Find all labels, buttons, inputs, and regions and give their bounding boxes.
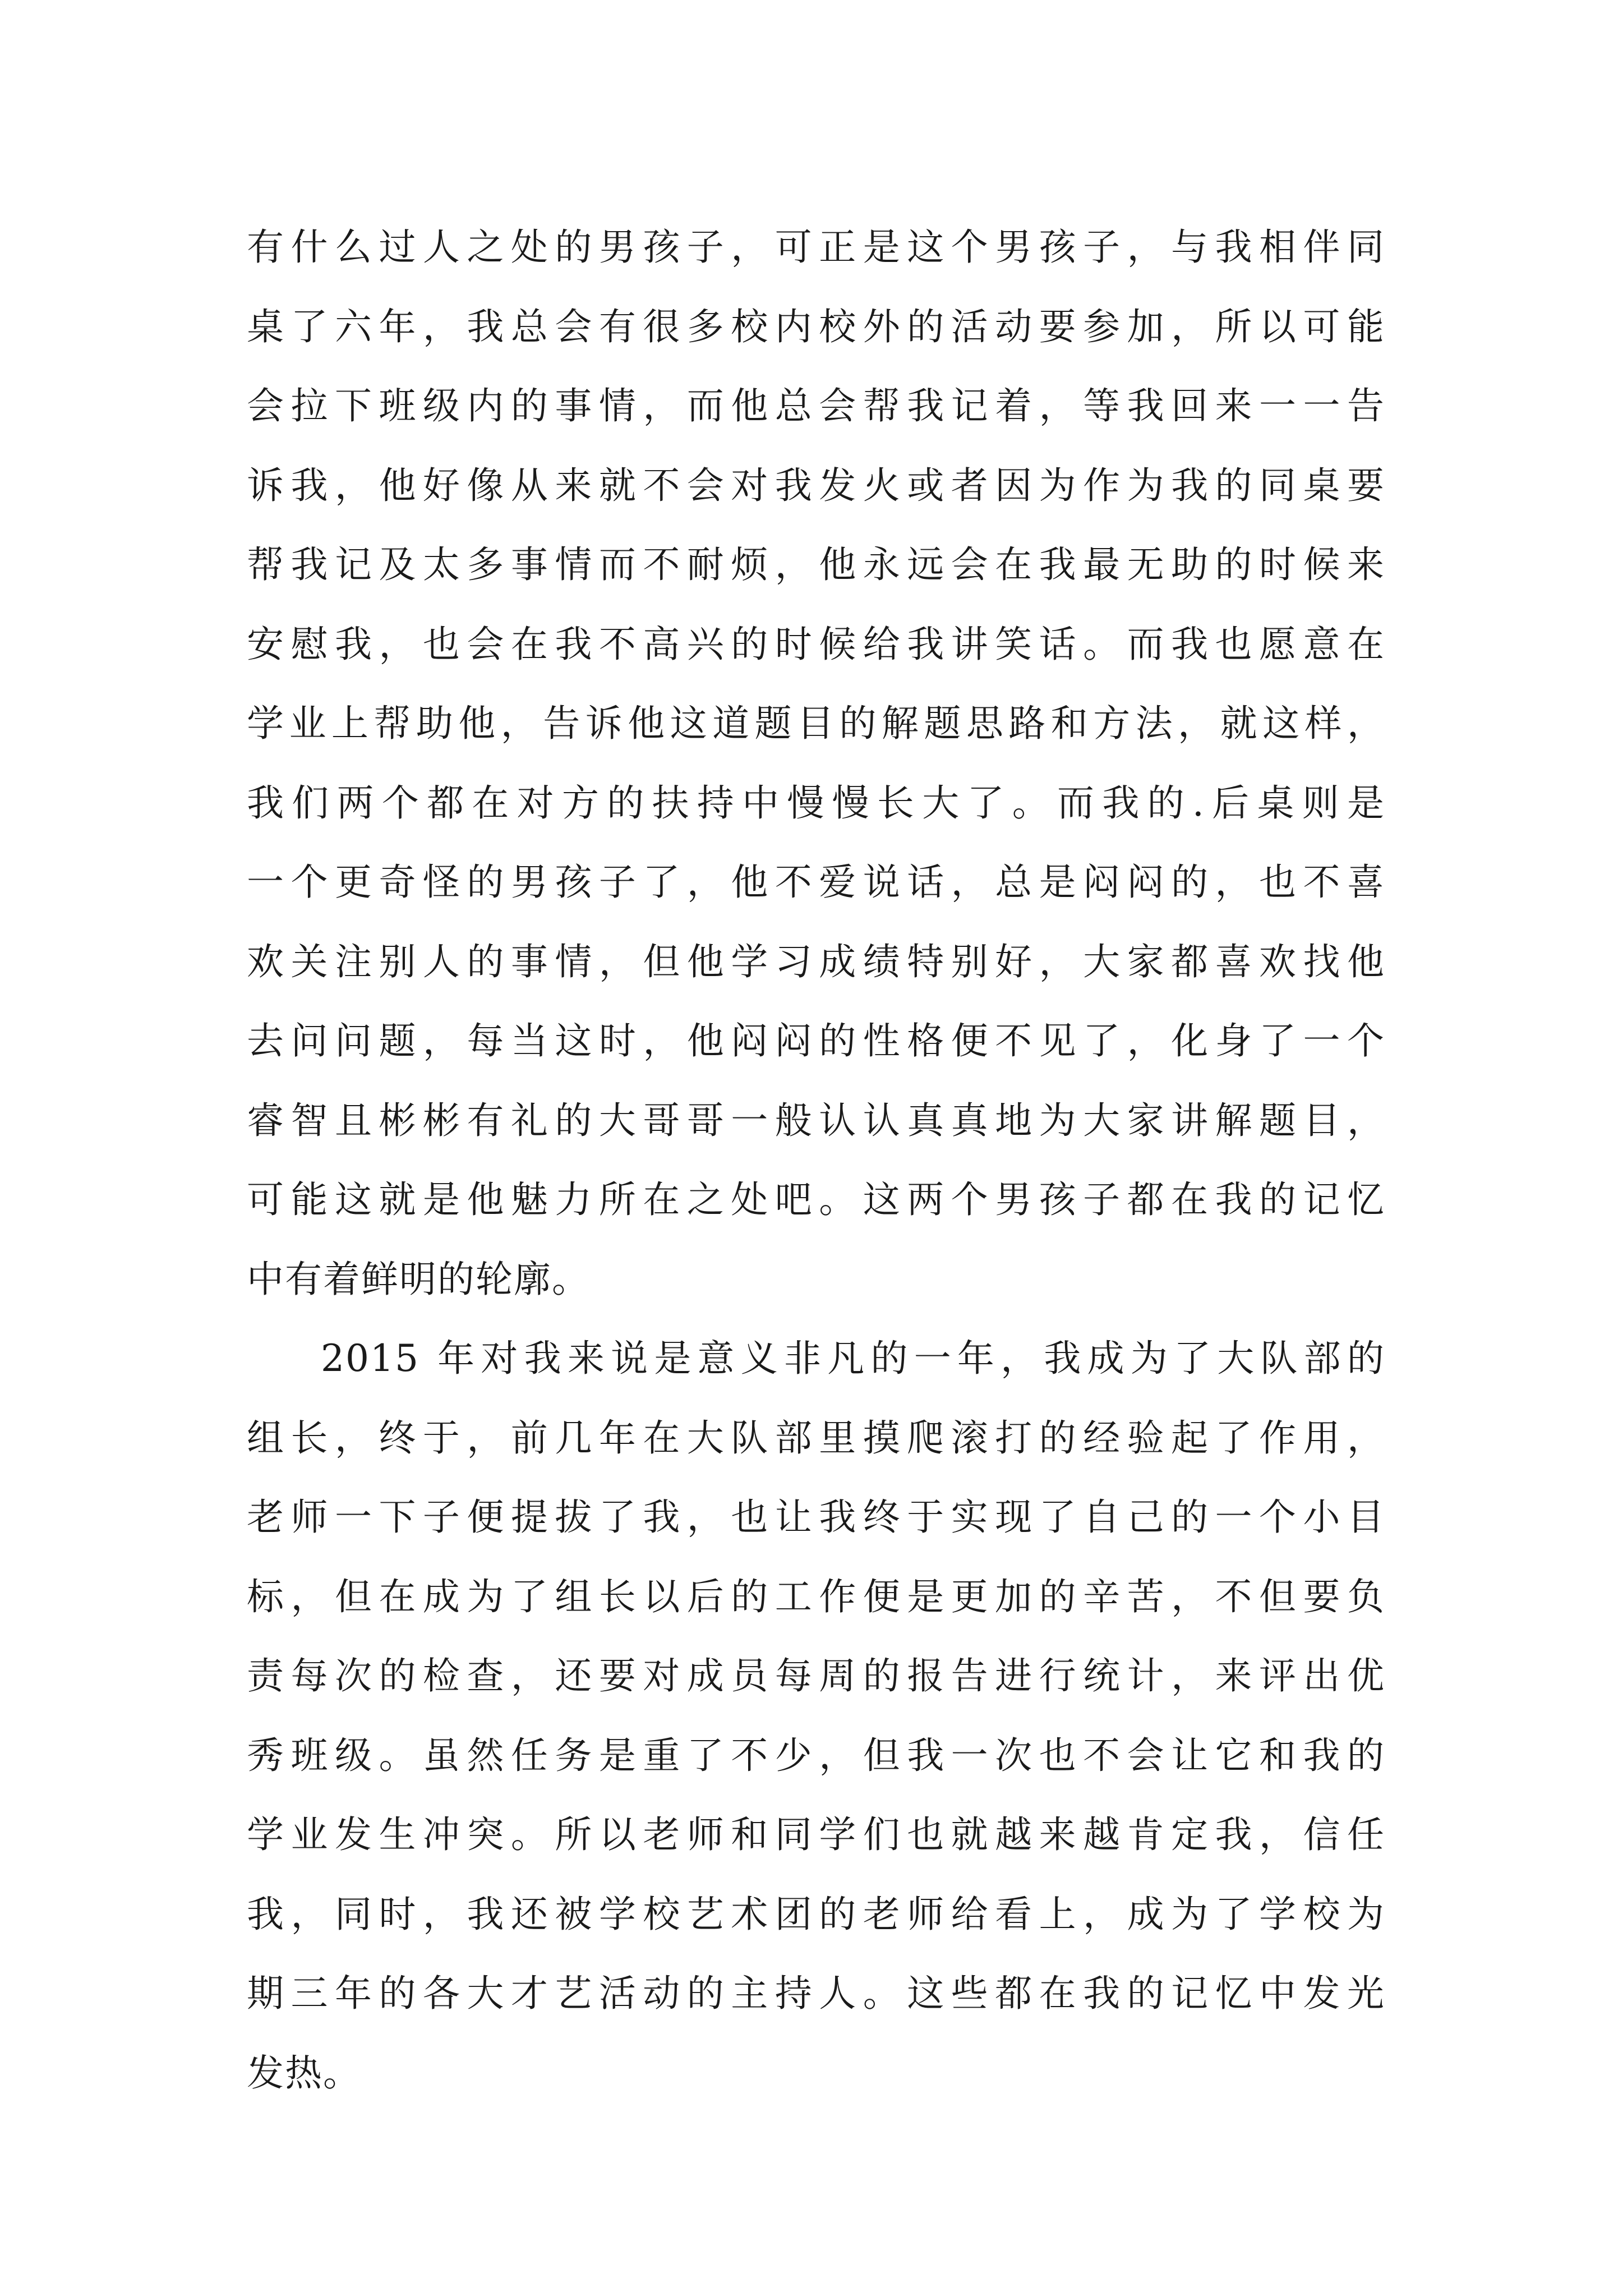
paragraph-1-line-14: 中有着鲜明的轮廓。 <box>247 1257 590 1301</box>
paragraph-2-line-5: 责每次的检查，还要对成员每周的报告进行统计，来评出优 <box>247 1654 1385 1697</box>
paragraph-1-line-6: 安慰我，也会在我不高兴的时候给我讲笑话。而我也愿意在 <box>247 622 1385 666</box>
paragraph-1-line-11: 去问问题，每当这时，他闷闷的性格便不见了，化身了一个 <box>247 1019 1385 1062</box>
paragraph-1-line-5: 帮我记及太多事情而不耐烦，他永远会在我最无助的时候来 <box>247 543 1385 586</box>
paragraph-1-line-2: 桌了六年，我总会有很多校内校外的活动要参加，所以可能 <box>247 305 1385 348</box>
paragraph-2-line-4: 标，但在成为了组长以后的工作便是更加的辛苦，不但要负 <box>247 1575 1385 1618</box>
paragraph-1-line-7: 学业上帮助他，告诉他这道题目的解题思路和方法，就这样， <box>247 702 1385 745</box>
paragraph-2-line-10: 发热。 <box>247 2051 361 2095</box>
paragraph-2-line-3: 老师一下子便提拔了我，也让我终于实现了自己的一个小目 <box>247 1496 1385 1539</box>
paragraph-2-line-2: 组长，终于，前几年在大队部里摸爬滚打的经验起了作用， <box>247 1416 1385 1460</box>
document-body <box>247 208 1385 2113</box>
paragraph-1-line-13: 可能这就是他魅力所在之处吧。这两个男孩子都在我的记忆 <box>247 1178 1385 1221</box>
paragraph-2-line-8: 我，同时，我还被学校艺术团的老师给看上，成为了学校为 <box>247 1892 1385 1936</box>
paragraph-1-line-9: 一个更奇怪的男孩子了，他不爱说话，总是闷闷的，也不喜 <box>247 861 1385 904</box>
paragraph-2-line-7: 学业发生冲突。所以老师和同学们也就越来越肯定我，信任 <box>247 1813 1385 1856</box>
paragraph-1-line-10: 欢关注别人的事情，但他学习成绩特别好，大家都喜欢找他 <box>247 940 1385 983</box>
paragraph-1-line-1: 有什么过人之处的男孩子，可正是这个男孩子，与我相伴同 <box>247 226 1385 269</box>
paragraph-2-line-1: 2015 年对我来说是意义非凡的一年，我成为了大队部的 <box>321 1337 1385 1380</box>
paragraph-2-line-9: 期三年的各大才艺活动的主持人。这些都在我的记忆中发光 <box>247 1972 1385 2015</box>
paragraph-1-line-4: 诉我，他好像从来就不会对我发火或者因为作为我的同桌要 <box>247 463 1385 507</box>
paragraph-1-line-12: 睿智且彬彬有礼的大哥哥一般认认真真地为大家讲解题目， <box>247 1098 1385 1142</box>
paragraph-1-line-3: 会拉下班级内的事情，而他总会帮我记着，等我回来一一告 <box>247 384 1385 427</box>
paragraph-1-line-8: 我们两个都在对方的扶持中慢慢长大了。而我的.后桌则是 <box>247 781 1385 825</box>
paragraph-2-line-6: 秀班级。虽然任务是重了不少，但我一次也不会让它和我的 <box>247 1733 1385 1777</box>
